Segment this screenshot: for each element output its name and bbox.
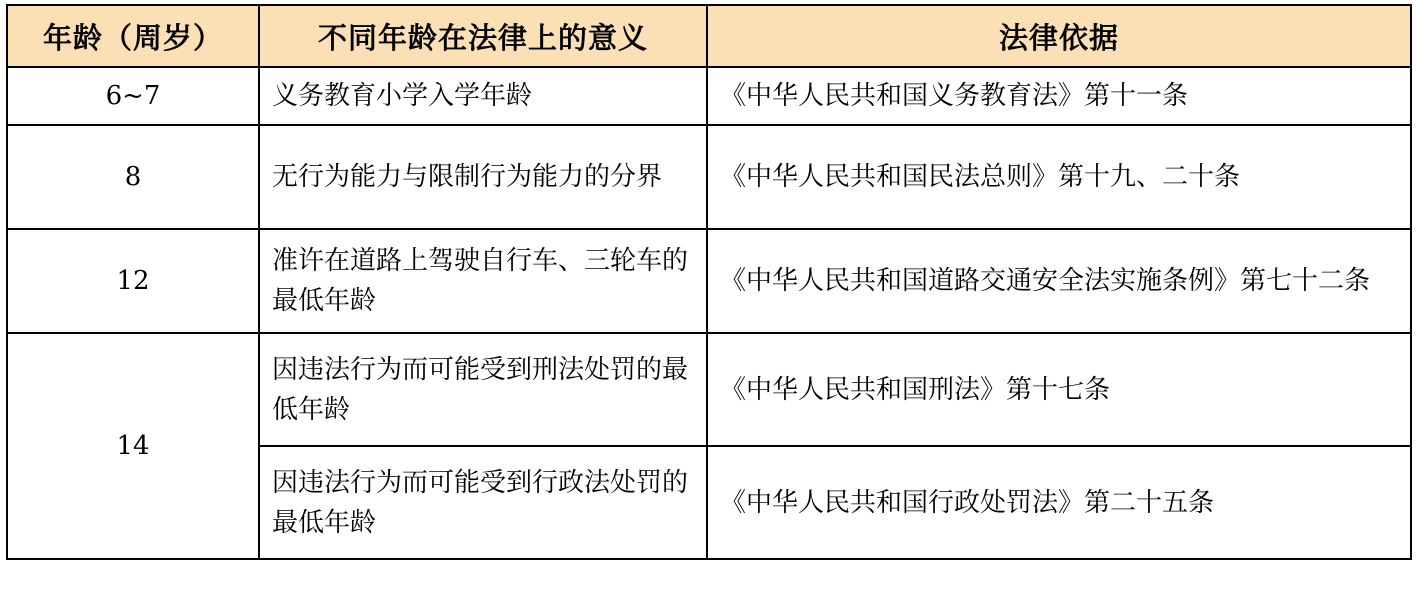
table-body (7, 67, 1411, 559)
table-row (7, 125, 1411, 229)
cell-basis: 《中华人民共和国刑法》第十七条 (707, 333, 1411, 446)
table-header-row (7, 5, 1411, 67)
cell-meaning: 因违法行为而可能受到行政法处罚的最低年龄 (259, 446, 707, 559)
cell-age: 14 (7, 333, 259, 559)
column-header-age: 年龄（周岁） (7, 5, 259, 67)
cell-meaning: 因违法行为而可能受到刑法处罚的最低年龄 (259, 333, 707, 446)
table-row (7, 333, 1411, 446)
cell-basis: 《中华人民共和国义务教育法》第十一条 (707, 67, 1411, 125)
cell-basis: 《中华人民共和国行政处罚法》第二十五条 (707, 446, 1411, 559)
cell-meaning: 无行为能力与限制行为能力的分界 (259, 125, 707, 229)
column-header-meaning: 不同年龄在法律上的意义 (259, 5, 707, 67)
legal-age-table-container (0, 4, 1416, 608)
cell-meaning: 准许在道路上驾驶自行车、三轮车的最低年龄 (259, 229, 707, 333)
table-row (7, 229, 1411, 333)
cell-age: 12 (7, 229, 259, 333)
cell-age: 6~7 (7, 67, 259, 125)
cell-meaning: 义务教育小学入学年龄 (259, 67, 707, 125)
cell-age: 8 (7, 125, 259, 229)
table-row (7, 67, 1411, 125)
legal-age-table (6, 4, 1412, 560)
table-header (7, 5, 1411, 67)
column-header-basis: 法律依据 (707, 5, 1411, 67)
cell-basis: 《中华人民共和国民法总则》第十九、二十条 (707, 125, 1411, 229)
cell-basis: 《中华人民共和国道路交通安全法实施条例》第七十二条 (707, 229, 1411, 333)
